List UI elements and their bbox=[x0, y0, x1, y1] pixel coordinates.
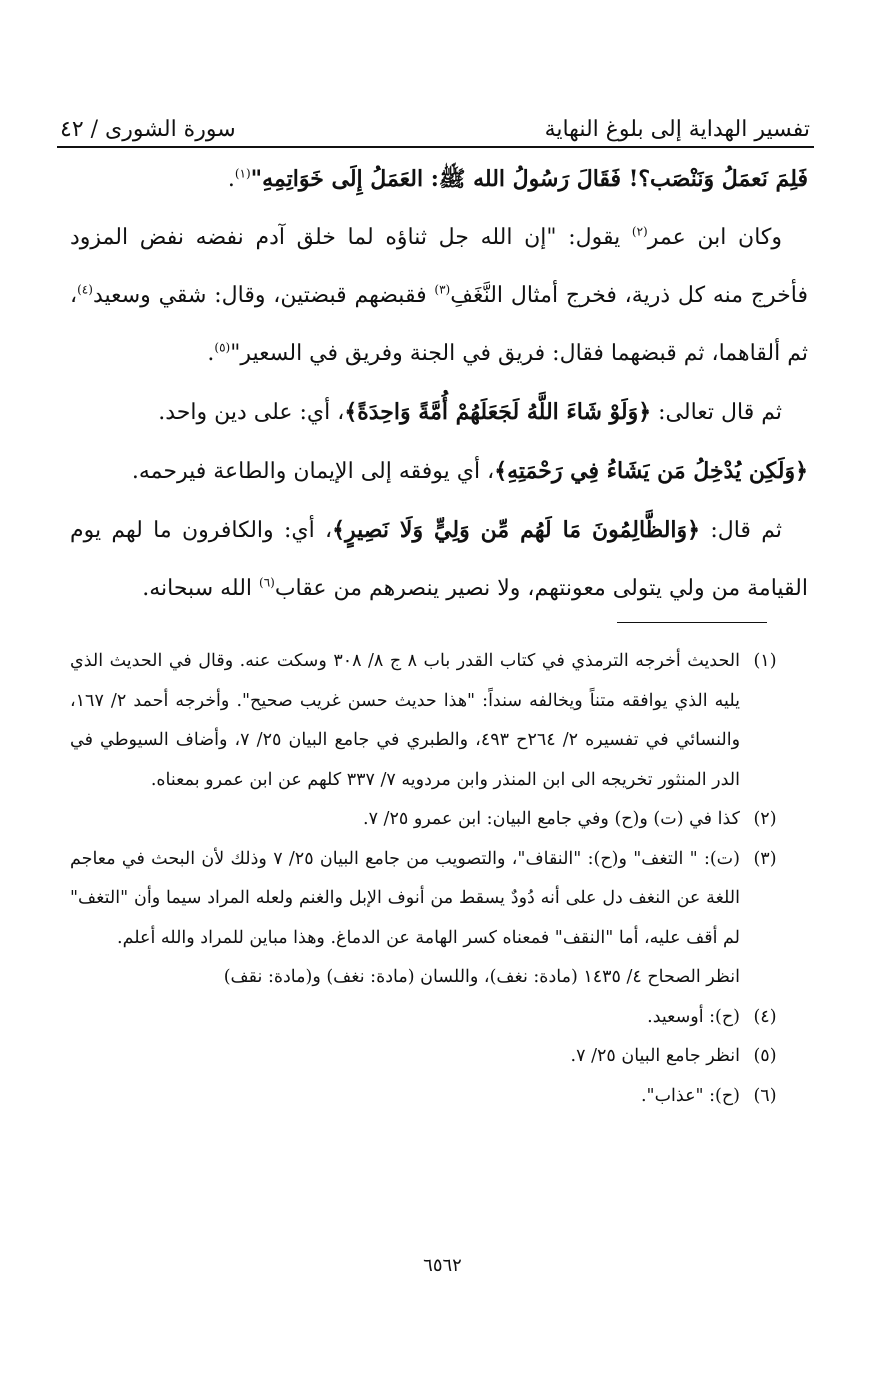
page-number: ٦٥٦٢ bbox=[423, 1255, 462, 1276]
text-run: وكان ابن عمر bbox=[647, 225, 782, 250]
paragraph-4 bbox=[70, 442, 808, 501]
footnote-divider bbox=[617, 622, 767, 623]
text-run: . bbox=[227, 167, 235, 192]
footnote-text: كذا في (ت) و(ح) وفي جامع البيان: ابن عمرو ٢٥/ ٧. bbox=[363, 809, 740, 829]
footnote-text: الحديث أخرجه الترمذي في كتاب القدر باب ٨ ج ٨/ ٣٠٨ وسكت عنه. وقال في الحديث الذي يليه الذي يوافقه متناً ويخالفه سنداً: "هذا حديث حسن غريب صحيح". وأخرجه أحمد ٢/ ١٦٧، والنسائي في تفسيره ٢/ ٢٦٤ح ٤٩٣، والطبري في جامع البيان ٢٥/ ٧، وأضاف السيوطي في الدر المنثور تخريجه الى ابن المنذر وابن مردويه ٧/ ٣٣٧ كلهم عن ابن عمرو بمعناه. bbox=[70, 651, 741, 790]
quran-verse: ﴿وَلَوْ شَاءَ اللَّهُ لَجَعَلَهُمْ أُمَّةً وَاحِدَةً﴾ bbox=[344, 399, 652, 425]
footnote-ref-2[interactable]: (٢) bbox=[631, 224, 648, 239]
book-title: تفسير الهداية إلى بلوغ النهاية bbox=[544, 117, 810, 142]
paragraph-5 bbox=[70, 501, 808, 618]
footnote-ref-5[interactable]: (٥) bbox=[214, 340, 231, 355]
text-run: ، ثم ألقاهما، ثم قبضهما فقال: فريق في الجنة وفريق في السعير" bbox=[70, 283, 808, 366]
footnote-ref-6[interactable]: (٦) bbox=[259, 575, 275, 590]
text-run: الله سبحانه. bbox=[142, 576, 260, 601]
paragraph-3 bbox=[70, 383, 808, 442]
footnote-reference-line: انظر الصحاح ٤/ ١٤٣٥ (مادة: نغف)، واللسان (مادة: نغف) و(مادة: نقف) bbox=[223, 967, 740, 987]
text-run: ، أي يوفقه إلى الإيمان والطاعة فيرحمه. bbox=[131, 459, 495, 484]
text-run: . bbox=[207, 341, 215, 366]
main-text bbox=[70, 150, 808, 618]
footnote-number: (٢) bbox=[753, 809, 777, 829]
footnote-2 bbox=[70, 800, 790, 840]
running-header bbox=[60, 90, 810, 142]
footnote-number: (٥) bbox=[753, 1046, 777, 1066]
footnote-text: (ح): أوسعيد. bbox=[647, 1006, 740, 1027]
footnote-number: (٣) bbox=[753, 848, 777, 869]
footnote-number: (٦) bbox=[753, 1085, 777, 1106]
paragraph-1 bbox=[70, 150, 808, 209]
footnote-4 bbox=[70, 998, 790, 1038]
header-divider bbox=[57, 146, 814, 148]
quran-verse: ﴿وَالظَّالِمُونَ مَا لَهُم مِّن وَلِيٍّ وَلَا نَصِيرٍ﴾ bbox=[332, 517, 701, 543]
hadith-quote: فَلِمَ نَعمَلُ وَنَنْصَب؟! فَقَالَ رَسُولُ الله ﷺ: العَمَلُ إِلَى خَوَاتِمِهِ" bbox=[250, 166, 808, 192]
footnote-6 bbox=[70, 1077, 790, 1117]
footnote-text: (ت): " التغف" و(ح): "النقاف"، والتصويب من جامع البيان ٢٥/ ٧ وذلك لأن البحث في معاجم اللغة عن النغف دل على أنه دُودٌ يسقط من أنوف الإبل والغنم ولعله المراد سيما وأن "التغف" لم أقف عليه، أما "النقف" فمعناه كسر الهامة عن الدماغ. وهذا مباين للمراد والله أعلم. bbox=[70, 848, 740, 948]
quran-verse: ﴿وَلَكِن يُدْخِلُ مَن يَشَاءُ فِي رَحْمَتِهِ﴾ bbox=[494, 458, 808, 484]
footnote-ref-4[interactable]: (٤) bbox=[77, 282, 93, 297]
footnote-text: انظر جامع البيان ٢٥/ ٧. bbox=[570, 1046, 740, 1066]
footnote-5 bbox=[70, 1037, 790, 1077]
footnote-text: (ح): "عذاب". bbox=[640, 1085, 740, 1106]
text-run: ، أي: والكافرون ما لهم يوم القيامة من ولي يتولى معونتهم، ولا نصير ينصرهم من عقاب bbox=[70, 518, 808, 601]
text-run: فقبضهم قبضتين، وقال: شقي وسعيد bbox=[92, 283, 435, 308]
footnote-number: (١) bbox=[753, 651, 777, 671]
text-run: ، أي: على دين واحد. bbox=[158, 400, 345, 425]
footnote-ref-3[interactable]: (٣) bbox=[434, 282, 451, 297]
surah-reference: سورة الشورى / ٤٢ bbox=[60, 117, 236, 142]
text-run: ثم قال: bbox=[700, 518, 783, 543]
text-run: يقول: "إن الله جل ثناؤه لما خلق آدم نفضه نفض المزود فأخرج منه كل ذرية، فخرج أمثال النَّغَفِ bbox=[70, 225, 808, 308]
footnote-ref-1[interactable]: (١) bbox=[234, 166, 251, 181]
text-run: ثم قال تعالى: bbox=[651, 400, 782, 425]
footnote-number: (٤) bbox=[753, 1006, 777, 1027]
paragraph-2 bbox=[70, 209, 808, 383]
footnote-1 bbox=[70, 642, 790, 800]
footnote-3 bbox=[70, 840, 790, 998]
footnotes-section bbox=[70, 642, 790, 1116]
